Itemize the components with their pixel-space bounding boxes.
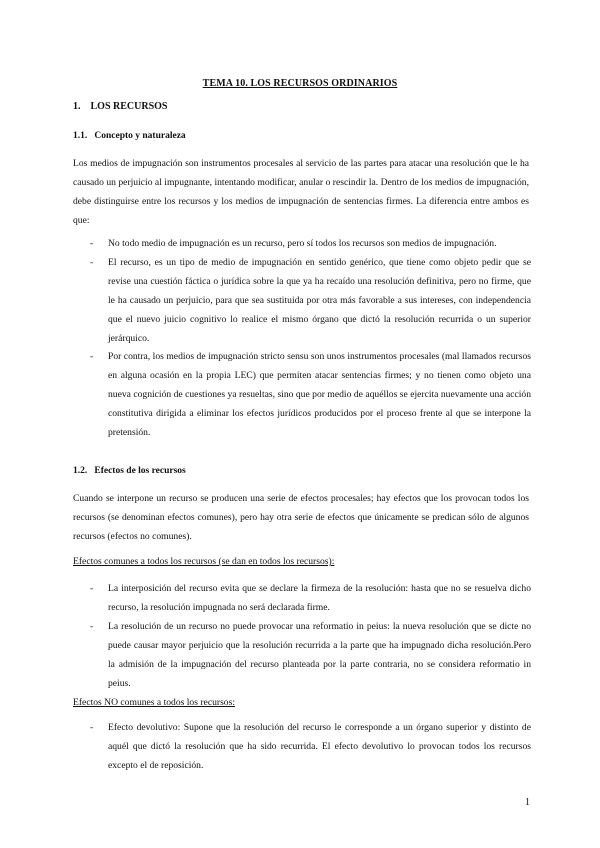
bullet-list-concepto [90, 235, 531, 443]
subsection-1-2-heading [73, 466, 529, 476]
subsection-1-2-number: 1.2. [73, 466, 88, 476]
list-item [90, 348, 531, 443]
subsection-1-1-heading [73, 131, 529, 141]
bullet-dash: - [90, 238, 94, 249]
list-item [90, 618, 531, 694]
subsection-1-2-title: Efectos de los recursos [94, 466, 186, 476]
section-1-heading [73, 101, 529, 112]
list-item [90, 235, 531, 254]
list-item [90, 580, 531, 618]
bullet-dash: - [90, 620, 94, 632]
page-number: 1 [525, 797, 530, 808]
list-item-text: Efecto devolutivo: Supone que la resolución del recurso le corresponde a un órgano superior y distinto de aquél que dictó la resolución que ha sido recurrida. El efecto devolutivo lo provocan todos los recursos excepto el de reposición. [108, 722, 531, 771]
bullet-list-non-common-effects [90, 719, 531, 776]
subsection-1-1-title: Concepto y naturaleza [94, 131, 186, 141]
list-item [90, 254, 531, 349]
bullet-dash: - [90, 722, 94, 733]
common-effects-heading: Efectos comunes a todos los recursos (se dan en todos los recursos): [73, 556, 335, 567]
list-item-text: El recurso, es un tipo de medio de impugnación en sentido genérico, que tiene como objeto pedir que se revise una cuestión fáctica o jurídica sobre la que ya ha recaído una resolución definitiva, pero no firme, que le ha causado un perjuicio, para que sea sustituida por otra más favorable a sus intereses, con independencia que el nuevo juicio cognitivo lo realice el mismo órgano que dictó la resolución recurrida o un superior jerárquico. [108, 256, 531, 344]
non-common-effects-heading: Efectos NO comunes a todos los recursos: [73, 697, 235, 708]
list-item-text: No todo medio de impugnación es un recurso, pero sí todos los recursos son medios de impugnación. [108, 238, 497, 249]
list-item-text: Por contra, los medios de impugnación stricto sensu son unos instrumentos procesales (mal llamados recursos en alguna ocasión en la propia LEC) que permiten atacar sentencias firmes; y no tienen como objeto una nueva cognición de cuestiones ya resueltas, sino que por medio de aquéllos se ejercita nuevamente una acción constitutiva dirigida a eliminar los efectos jurídicos producidos por el proceso frente al que se interpone la pretensión. [108, 351, 531, 439]
list-item-text: La resolución de un recurso no puede provocar una reformatio in peius: la nueva resolución que se dicte no puede causar mayor perjuicio que la resolución recurrida a la parte que ha impugnado dicha resolución.Pero la admisión de la impugnación del recurso planteada por la parte contraria, no se considera reformatio in peius. [108, 620, 531, 689]
bullet-dash: - [90, 256, 94, 268]
section-1-number: 1. [73, 101, 81, 112]
paragraph-concepto: Los medios de impugnación son instrumentos procesales al servicio de las partes para atacar una resolución que le ha causado un perjuicio al impugnante, intentando modificar, anular o rescindir la. Dentro de los medios de impugnación, debe distinguirse entre los recursos y los medios de impugnación de sentencias firmes. La diferencia entre ambos es que: [73, 158, 529, 226]
paragraph-efectos: Cuando se interpone un recurso se producen una serie de efectos procesales; hay efectos que los provocan todos los recursos (se denominan efectos comunes), pero hay otra serie de efectos que únicamente se predican sólo de algunos recursos (efectos no comunes). [73, 493, 529, 542]
subsection-1-1-number: 1.1. [73, 131, 88, 141]
bullet-list-common-effects [90, 580, 531, 693]
bullet-dash: - [90, 351, 94, 363]
section-1-title: LOS RECURSOS [90, 101, 168, 112]
list-item [90, 719, 531, 776]
bullet-dash: - [90, 583, 94, 594]
document-title: TEMA 10. LOS RECURSOS ORDINARIOS [202, 78, 398, 89]
list-item-text: La interposición del recurso evita que se declare la firmeza de la resolución: hasta que no se resuelva dicho recurso, la resolución impugnada no será declarada firme. [108, 583, 531, 613]
